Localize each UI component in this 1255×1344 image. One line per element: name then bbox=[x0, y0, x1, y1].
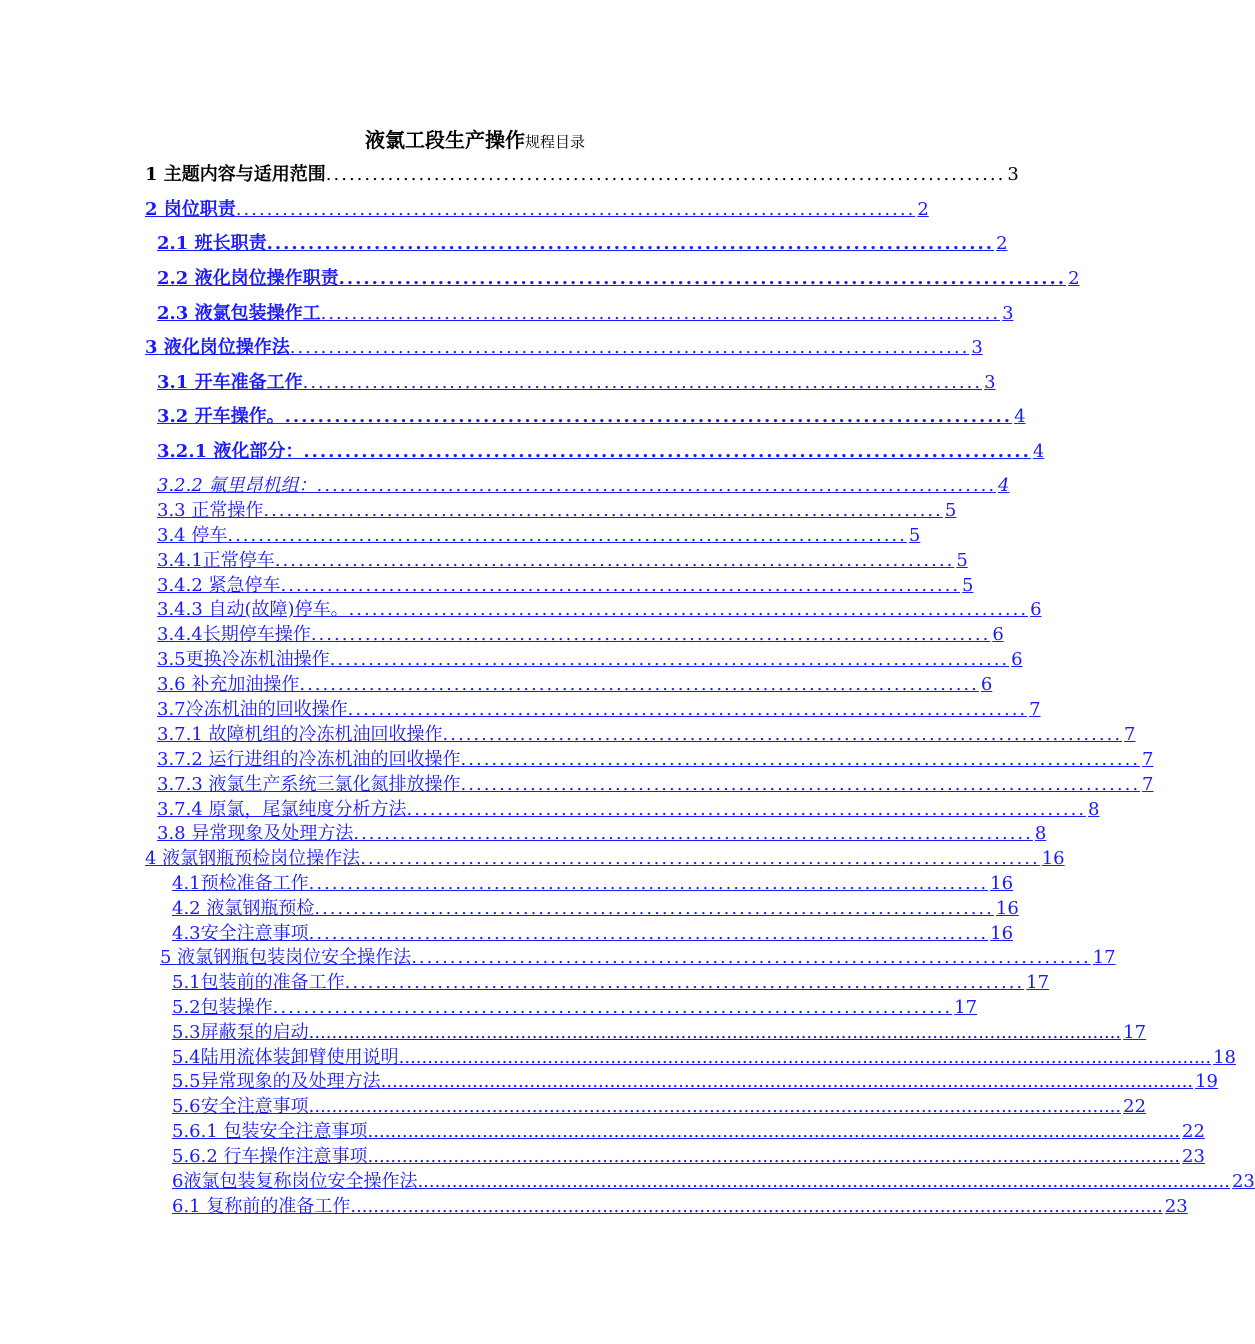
toc-entry-page: 16 bbox=[990, 873, 1014, 894]
toc-leader-dots: ........................................................................................ bbox=[411, 947, 1091, 968]
toc-entry-page: 16 bbox=[990, 923, 1014, 944]
toc-entry-page: 23 bbox=[1164, 1196, 1188, 1217]
toc-entry-page: 5 bbox=[944, 500, 957, 521]
toc-entry-label: 1 主题内容与适用范围 bbox=[145, 164, 326, 185]
toc-entry-page: 4 bbox=[1032, 441, 1045, 462]
toc-entry-link[interactable] bbox=[145, 333, 983, 359]
toc-entry-page: 3 bbox=[971, 337, 983, 358]
toc-entry-label: 6.1 复称前的准备工作 bbox=[172, 1196, 351, 1217]
toc-leader-dots: ........................................................................................ bbox=[406, 799, 1087, 820]
toc-entry-label: 5.6.2 行车操作注意事项 bbox=[172, 1146, 368, 1167]
toc-leader-dots: ........................................................................................ bbox=[303, 441, 1031, 462]
toc-leader-dots: ........................................................................................ bbox=[460, 749, 1141, 770]
toc-entry-page: 23 bbox=[1231, 1171, 1255, 1192]
toc-entry-label: 3.7.2 运行进组的冷冻机油的回收操作 bbox=[157, 749, 461, 770]
toc-entry-link[interactable] bbox=[157, 299, 1014, 325]
toc-entry-page: 7 bbox=[1142, 749, 1154, 770]
toc-entry-label: 2.3 液氯包装操作工 bbox=[157, 303, 321, 324]
toc-entry-page: 7 bbox=[1029, 699, 1041, 720]
toc-leader-dots: ........................................................................................ bbox=[272, 997, 953, 1018]
toc-leader-dots: ........................................................................................ bbox=[320, 303, 1001, 324]
toc-entry-label: 4.1预检准备工作 bbox=[172, 873, 309, 894]
toc-entry-link[interactable] bbox=[157, 471, 1010, 497]
toc-entry-label: 5.6.1 包装安全注意事项 bbox=[172, 1121, 368, 1142]
toc-entry-link[interactable] bbox=[172, 993, 978, 1018]
toc-entry-link[interactable] bbox=[172, 919, 1014, 944]
toc-leader-dots: .............................................................................................................................................. bbox=[417, 1171, 1230, 1192]
toc-entry-link[interactable] bbox=[157, 264, 1080, 290]
toc-leader-dots: ........................................................................................ bbox=[442, 724, 1123, 745]
toc-entry-page: 6 bbox=[1011, 649, 1023, 670]
toc-leader-dots: .............................................................................................................................................. bbox=[308, 1096, 1122, 1117]
toc-leader-dots: .............................................................................................................................................. bbox=[398, 1047, 1212, 1068]
toc-entry-label: 3.7.1 故障机组的冷冻机油回收操作 bbox=[157, 724, 443, 745]
toc-entry-link[interactable] bbox=[172, 1067, 1219, 1092]
toc-entry-label: 5.6安全注意事项 bbox=[172, 1096, 309, 1117]
toc-leader-dots: ........................................................................................ bbox=[344, 972, 1025, 993]
toc-entry-link[interactable] bbox=[172, 1167, 1255, 1192]
toc-entry-link[interactable] bbox=[157, 437, 1045, 463]
toc-entry-label: 2.2 液化岗位操作职责 bbox=[157, 268, 339, 289]
toc-leader-dots: ........................................................................................ bbox=[235, 199, 916, 220]
toc-entry-page: 6 bbox=[980, 674, 993, 695]
toc-entry-label: 3.7冷冻机油的回收操作 bbox=[157, 699, 348, 720]
toc-leader-dots: .............................................................................................................................................. bbox=[350, 1196, 1163, 1217]
toc-leader-dots: ........................................................................................ bbox=[310, 624, 991, 645]
toc-entry-page: 4 bbox=[1014, 406, 1026, 427]
toc-entry-page: 8 bbox=[1088, 799, 1100, 820]
toc-entry-label: 3.5更换冷冻机油操作 bbox=[157, 649, 330, 670]
toc-entry-page: 19 bbox=[1195, 1071, 1219, 1092]
toc-entry-link[interactable] bbox=[157, 368, 996, 394]
toc-entry-page: 5 bbox=[962, 575, 974, 596]
toc-entry-page: 7 bbox=[1124, 724, 1136, 745]
toc-entry-page: 17 bbox=[954, 997, 978, 1018]
toc-leader-dots: ........................................................................................ bbox=[314, 898, 994, 919]
toc-entry-label: 3.4.1正常停车 bbox=[157, 550, 275, 571]
toc-entry-page: 5 bbox=[908, 525, 921, 546]
toc-entry-link[interactable] bbox=[157, 595, 1042, 620]
toc-entry-label: 5.2包装操作 bbox=[172, 997, 273, 1018]
toc-entry-page: 5 bbox=[956, 550, 968, 571]
toc-entry-page: 2 bbox=[917, 199, 929, 220]
toc-entry-page: 6 bbox=[1030, 599, 1042, 620]
toc-entry-page: 4 bbox=[998, 475, 1010, 496]
toc-leader-dots: ........................................................................................ bbox=[308, 923, 989, 944]
toc-entry-label: 6液氯包装复称岗位安全操作法 bbox=[172, 1171, 418, 1192]
toc-entry-label: 3.6 补充加油操作 bbox=[157, 674, 300, 695]
toc-entry-page: 7 bbox=[1142, 774, 1154, 795]
toc-entry-link[interactable] bbox=[157, 819, 1047, 844]
toc-leader-dots: ........................................................................................ bbox=[329, 649, 1010, 670]
toc-entry-label: 3.4.4长期停车操作 bbox=[157, 624, 311, 645]
toc-leader-dots: ........................................................................................ bbox=[347, 699, 1028, 720]
toc-leader-dots: ........................................................................................ bbox=[338, 268, 1067, 289]
toc-entry-page: 3 bbox=[1007, 164, 1019, 185]
toc-entry-page: 3 bbox=[1002, 303, 1014, 324]
toc-entry-label: 4.2 液氯钢瓶预检 bbox=[172, 898, 315, 919]
toc-leader-dots: ........................................................................................ bbox=[316, 475, 997, 496]
toc-entry-page: 8 bbox=[1034, 823, 1047, 844]
toc-leader-dots: ........................................................................................ bbox=[353, 823, 1033, 844]
title-main: 液氯工段生产操作 bbox=[364, 128, 525, 152]
toc-entry-link[interactable] bbox=[157, 695, 1041, 720]
toc-entry-page: 16 bbox=[1041, 848, 1065, 869]
toc-entry-label: 3.3 正常操作 bbox=[157, 500, 264, 521]
toc-entry-link[interactable] bbox=[172, 1117, 1205, 1142]
toc-entry-link[interactable] bbox=[157, 402, 1026, 428]
toc-leader-dots: ........................................................................................ bbox=[325, 164, 1006, 185]
toc-entry-label: 3.7.3 液氯生产系统三氯化氮排放操作 bbox=[157, 774, 461, 795]
toc-entry-label: 3.4 停车 bbox=[157, 525, 228, 546]
toc-entry-page: 2 bbox=[996, 233, 1008, 254]
toc-entry-link[interactable] bbox=[172, 869, 1014, 894]
toc-entry-label: 3.4.2 紧急停车 bbox=[157, 575, 281, 596]
toc-leader-dots: .............................................................................................................................................. bbox=[367, 1146, 1181, 1167]
toc-entry[interactable] bbox=[145, 160, 1019, 186]
toc-entry-link[interactable] bbox=[172, 1192, 1188, 1217]
toc-leader-dots: ........................................................................................ bbox=[289, 337, 970, 358]
toc-leader-dots: ........................................................................................ bbox=[348, 599, 1029, 620]
toc-entry-label: 5.3屏蔽泵的启动 bbox=[172, 1022, 309, 1043]
toc-leader-dots: ........................................................................................ bbox=[263, 500, 943, 521]
toc-entry-link[interactable] bbox=[157, 229, 1008, 255]
toc-entry-link[interactable] bbox=[157, 571, 974, 596]
toc-entry-link[interactable] bbox=[172, 1018, 1147, 1043]
toc-leader-dots: ........................................................................................ bbox=[280, 575, 961, 596]
toc-entry-label: 5.1包装前的准备工作 bbox=[172, 972, 345, 993]
toc-entry-label: 3.4.3 自动(故障)停车。 bbox=[157, 599, 349, 620]
toc-leader-dots: ........................................................................................ bbox=[308, 873, 989, 894]
toc-entry-label: 3.7.4 原氯，尾氯纯度分析方法 bbox=[157, 799, 407, 820]
toc-leader-dots: .............................................................................................................................................. bbox=[367, 1121, 1181, 1142]
toc-entry-label: 4.3安全注意事项 bbox=[172, 923, 309, 944]
toc-entry-page: 23 bbox=[1182, 1146, 1205, 1167]
toc-entry-page: 17 bbox=[1092, 947, 1116, 968]
toc-leader-dots: .............................................................................................................................................. bbox=[308, 1022, 1122, 1043]
toc-entry-label: 2 岗位职责 bbox=[145, 199, 236, 220]
toc-entry-link[interactable] bbox=[157, 620, 1004, 645]
toc-entry-label: 3.1 开车准备工作 bbox=[157, 372, 303, 393]
toc-entry-label: 4 液氯钢瓶预检岗位操作法 bbox=[145, 848, 361, 869]
toc-entry-label: 3.2 开车操作。 bbox=[157, 406, 285, 427]
toc-entry-page: 22 bbox=[1182, 1121, 1205, 1142]
title-sub: 规程目录 bbox=[524, 133, 585, 151]
toc-entry-link[interactable] bbox=[157, 546, 968, 571]
toc-leader-dots: ........................................................................................ bbox=[227, 525, 907, 546]
toc-leader-dots: ........................................................................................ bbox=[460, 774, 1141, 795]
toc-entry-link[interactable] bbox=[172, 1092, 1147, 1117]
toc-leader-dots: .............................................................................................................................................. bbox=[380, 1071, 1194, 1092]
toc-entry-page: 16 bbox=[995, 898, 1019, 919]
toc-entry-label: 5.4陆用流体装卸臂使用说明 bbox=[172, 1047, 399, 1068]
toc-entry-page: 22 bbox=[1123, 1096, 1147, 1117]
toc-entry-link[interactable] bbox=[172, 894, 1019, 919]
toc-entry-label: 3 液化岗位操作法 bbox=[145, 337, 290, 358]
toc-entry-link[interactable] bbox=[157, 745, 1154, 770]
toc-leader-dots: ........................................................................................ bbox=[360, 848, 1040, 869]
toc-entry-page: 17 bbox=[1026, 972, 1050, 993]
toc-entry-label: 3.2.2 氟里昂机组： bbox=[157, 475, 317, 496]
toc-entry-page: 2 bbox=[1068, 268, 1080, 289]
toc-entry-link[interactable] bbox=[172, 1142, 1205, 1167]
toc-entry-label: 5.5异常现象的及处理方法 bbox=[172, 1071, 381, 1092]
toc-entry-link[interactable] bbox=[157, 720, 1136, 745]
toc-entry-label: 3.8 异常现象及处理方法 bbox=[157, 823, 354, 844]
toc-leader-dots: ........................................................................................ bbox=[299, 674, 979, 695]
toc-entry-link[interactable] bbox=[157, 770, 1154, 795]
toc-entry-link[interactable] bbox=[157, 645, 1023, 670]
toc-entry-link[interactable] bbox=[160, 943, 1116, 968]
toc-entry-label: 3.2.1 液化部分： bbox=[157, 441, 304, 462]
toc-entry-label: 5 液氯钢瓶包装岗位安全操作法 bbox=[160, 947, 412, 968]
toc-leader-dots: ........................................................................................ bbox=[274, 550, 955, 571]
toc-entry-link[interactable] bbox=[157, 521, 921, 546]
toc-entry-link[interactable] bbox=[172, 968, 1050, 993]
toc-leader-dots: ........................................................................................ bbox=[266, 233, 995, 254]
toc-entry-page: 3 bbox=[984, 372, 996, 393]
toc-entry-link[interactable] bbox=[157, 795, 1100, 820]
toc-entry-page: 18 bbox=[1213, 1047, 1237, 1068]
toc-entry-link[interactable] bbox=[145, 195, 929, 221]
toc-entry-page: 17 bbox=[1123, 1022, 1147, 1043]
toc-entry-link[interactable] bbox=[157, 670, 993, 695]
toc-leader-dots: ........................................................................................ bbox=[284, 406, 1013, 427]
toc-entry-link[interactable] bbox=[157, 496, 957, 521]
toc-entry-link[interactable] bbox=[172, 1043, 1237, 1068]
toc-entry-page: 6 bbox=[992, 624, 1004, 645]
toc-leader-dots: ........................................................................................ bbox=[302, 372, 983, 393]
toc-entry-link[interactable] bbox=[145, 844, 1065, 869]
document-title bbox=[0, 124, 950, 153]
toc-entry-label: 2.1 班长职责 bbox=[157, 233, 267, 254]
